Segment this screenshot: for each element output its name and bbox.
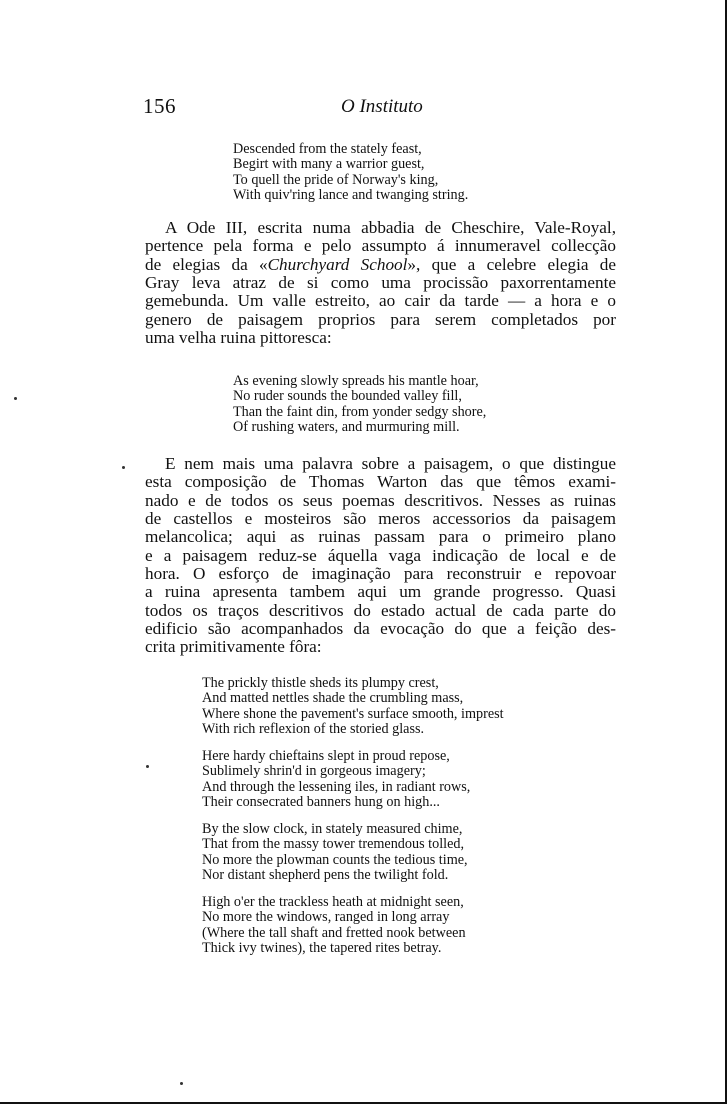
verse-line: Where shone the pavement's surface smooth, imprest (202, 705, 504, 722)
verse-stanza-6 (202, 895, 466, 957)
italic-title: Churchyard School (267, 254, 408, 274)
prose-line: gemebunda. Um valle estreito, ao cair da tarde — a hora e o (145, 291, 616, 311)
scan-speck (180, 1082, 183, 1085)
prose-line: e a paisagem reduz-se áquella vaga indicação de local e de (145, 545, 616, 565)
verse-line: Nor distant shepherd pens the twilight fold. (202, 867, 449, 884)
prose-line: melancolica; aqui as ruinas passam para o primeiro plano (145, 527, 616, 547)
verse-stanza-2 (233, 374, 486, 436)
prose-line: nado e de todos os seus poemas descritivos. Nesses as ruinas (145, 490, 616, 510)
prose-line: pertence pela forma e pelo assumpto á innumeravel collecção (145, 236, 616, 256)
verse-line: To quell the pride of Norway's king, (233, 171, 439, 188)
paragraph-1 (145, 219, 616, 347)
verse-stanza-4 (202, 749, 470, 811)
verse-line: Begirt with many a warrior guest, (233, 156, 425, 173)
paragraph-2 (145, 455, 616, 657)
verse-line: Their consecrated banners hung on high... (202, 794, 440, 811)
verse-stanza-3 (202, 676, 504, 738)
verse-line: The prickly thistle sheds its plumpy crest, (202, 675, 439, 691)
running-head (0, 94, 727, 122)
verse-line: No ruder sounds the bounded valley fill, (233, 388, 462, 405)
verse-line: As evening slowly spreads his mantle hoar, (233, 373, 479, 389)
prose-line: E nem mais uma palavra sobre a paisagem, o que distingue (165, 454, 616, 473)
verse-stanza-5 (202, 822, 468, 884)
prose-line: a ruina apresenta tambem aqui um grande progresso. Quasi (145, 582, 616, 602)
verse-line: (Where the tall shaft and fretted nook between (202, 924, 466, 941)
prose-line: de castellos e mosteiros são meros accessorios da paisagem (145, 509, 616, 529)
verse-line: That from the massy tower tremendous tolled, (202, 836, 465, 853)
prose-line: edificio são acompanhados da evocação do que a feição des- (145, 619, 616, 639)
prose-line: de elegias da «Churchyard School», que a celebre elegia de (145, 254, 616, 274)
page-number: 156 (143, 94, 176, 118)
prose-line: genero de paisagem proprios para serem completados por (145, 309, 616, 329)
prose-line: Gray leva atraz de si como uma procissão paxorrentamente (145, 273, 616, 293)
verse-stanza-1 (233, 142, 468, 204)
verse-line: Of rushing waters, and murmuring mill. (233, 419, 460, 436)
verse-line: With quiv'ring lance and twanging string. (233, 187, 469, 204)
scan-speck (122, 466, 125, 469)
prose-line: crita primitivamente fôra: (145, 637, 322, 657)
prose-line: uma velha ruina pittoresca: (145, 328, 332, 348)
verse-line: No more the plowman counts the tedious time, (202, 851, 468, 868)
verse-line: Thick ivy twines), the tapered rites betray. (202, 940, 442, 957)
scan-speck (146, 765, 149, 768)
prose-line: hora. O esforço de imaginação para reconstruir e repovoar (145, 564, 616, 584)
verse-line: Than the faint din, from yonder sedgy shore, (233, 403, 487, 420)
verse-line: And matted nettles shade the crumbling mass, (202, 690, 464, 707)
prose-line: todos os traços descritivos do estado actual de cada parte do (145, 600, 616, 620)
prose-line: A Ode III, escrita numa abbadia de Cheschire, Vale-Royal, (165, 218, 616, 237)
verse-line: Descended from the stately feast, (233, 141, 422, 157)
verse-line: With rich reflexion of the storied glass. (202, 721, 425, 738)
verse-line: No more the windows, ranged in long array (202, 909, 450, 926)
verse-line: High o'er the trackless heath at midnight seen, (202, 894, 464, 910)
prose-line: esta composição de Thomas Warton das que têmos exami- (145, 472, 616, 492)
verse-line: Sublimely shrin'd in gorgeous imagery; (202, 763, 426, 780)
scan-speck (14, 397, 17, 400)
verse-line: And through the lessening iles, in radiant rows, (202, 778, 471, 795)
verse-line: Here hardy chieftains slept in proud repose, (202, 748, 450, 764)
journal-title: O Instituto (341, 96, 423, 117)
verse-line: By the slow clock, in stately measured chime, (202, 821, 463, 837)
